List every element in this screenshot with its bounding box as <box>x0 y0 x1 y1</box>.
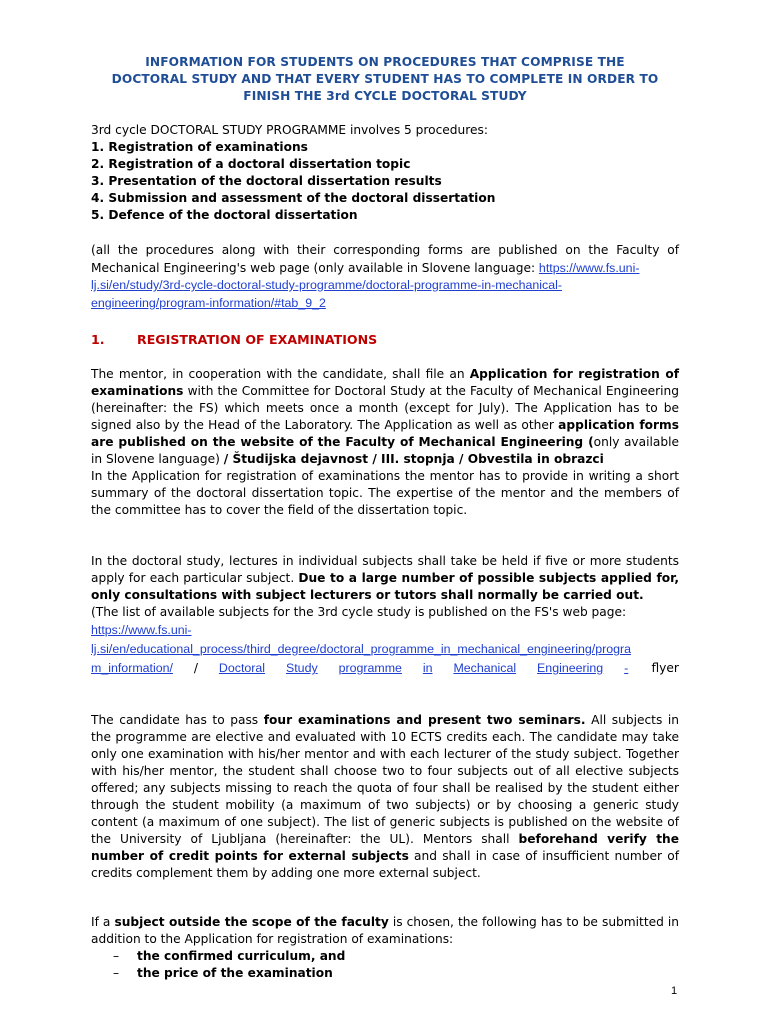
flyer-link[interactable]: Doctoral <box>218 661 266 675</box>
paragraph-application <box>91 366 679 519</box>
flyer-link[interactable]: programme <box>338 661 402 675</box>
paragraph-bold: subject outside the scope of the faculty <box>114 915 389 929</box>
paragraph-bold: four examinations and present two seminars. <box>263 713 586 727</box>
paragraph-bold: Application for registration of examinations <box>91 367 680 398</box>
paragraph-lectures <box>91 553 679 678</box>
paragraph-external-subject <box>91 914 679 948</box>
subjects-link[interactable]: https://www.fs.uni- <box>91 623 192 637</box>
note-text: (all the procedures along with their corresponding forms are published on the Faculty of Mechanical Engineering's web page (only available in Slovene language: <box>91 243 679 275</box>
list-item <box>113 948 345 965</box>
paragraph-text: with the Committee for Doctoral Study at the Faculty of Mechanical Engineering (hereinafter: the FS) which meets once a month (except for July). The Application has to be signed also by the Head of the Laboratory. The Application as well as other <box>91 384 679 432</box>
flyer-link[interactable]: Engineering <box>537 661 604 675</box>
paragraph-bold: beforehand verify the number of credit points for external subjects <box>91 832 679 863</box>
title-line: INFORMATION FOR STUDENTS ON PROCEDURES THAT COMPRISE THE <box>145 55 625 69</box>
paragraph-text: If a <box>91 915 115 929</box>
procedure-item: 3. Presentation of the doctoral dissertation results <box>91 174 442 188</box>
subjects-link-row <box>91 659 679 678</box>
section-number: 1. <box>91 332 105 347</box>
procedure-item: 5. Defence of the doctoral dissertation <box>91 208 358 222</box>
paragraph-text: The mentor, in cooperation with the candidate, shall file an <box>91 367 470 381</box>
paragraph-examinations <box>91 712 679 882</box>
list-item-text: the confirmed curriculum, and <box>137 949 346 963</box>
paragraph-text: In the Application for registration of examinations the mentor has to provide in writing a short summary of the doctoral dissertation topic. The expertise of the mentor and the members of the committee has to cover the field of the dissertation topic. <box>91 469 679 517</box>
forms-link[interactable]: https://www.fs.uni- <box>538 260 640 275</box>
subjects-link[interactable]: m_information/ <box>91 661 173 675</box>
paragraph-text: The candidate has to pass <box>91 713 264 727</box>
separator: / <box>193 661 198 675</box>
section-title: REGISTRATION OF EXAMINATIONS <box>137 332 378 347</box>
page-number: 1 <box>671 985 678 997</box>
list-item-text: the price of the examination <box>137 966 333 980</box>
list-item <box>113 965 333 982</box>
intro-lead: 3rd cycle DOCTORAL STUDY PROGRAMME involves 5 procedures: <box>91 123 488 137</box>
flyer-label <box>624 659 679 678</box>
procedure-item: 2. Registration of a doctoral dissertation topic <box>91 157 411 171</box>
bullet-dash: – <box>113 949 120 963</box>
procedure-item: 1. Registration of examinations <box>91 140 308 154</box>
title-line: DOCTORAL STUDY AND THAT EVERY STUDENT HAS TO COMPLETE IN ORDER TO <box>111 72 659 86</box>
paragraph-bold: / Študijska dejavnost / III. stopnja / Obvestila in obrazci <box>223 452 604 466</box>
procedure-item: 4. Submission and assessment of the doctoral dissertation <box>91 191 496 205</box>
forms-link[interactable]: engineering/program-information/#tab_9_2 <box>91 295 326 310</box>
document-title <box>80 54 690 105</box>
paragraph-bold: Due to a large number of possible subjects applied for, only consultations with subject lecturers or tutors shall normally be carried out. <box>91 571 679 602</box>
title-line: FINISH THE 3rd CYCLE DOCTORAL STUDY <box>243 89 527 103</box>
paragraph-bold: application forms are published on the website of the Faculty of Mechanical Engineering ( <box>91 418 679 449</box>
paragraph-text: All subjects in the programme are elective and evaluated with 10 ECTS credits each. The candidate may take only one examination with his/her mentor and with each lecturer of the study subject. Together with his/her mentor, the student shall choose two to four subjects out of all elective subjects offered; any subjects missing to reach the quota of four shall be realised by the student either through the student mobility (a maximum of two subjects) or by choosing a generic study content (a maximum of one subject). The list of generic subjects is published on the website of the University of Ljubljana (hereinafter: the UL). Mentors shall <box>91 713 679 846</box>
flyer-link[interactable]: Study <box>285 661 318 675</box>
paragraph-text: In the doctoral study, lectures in individual subjects shall take be held if five or more students apply for each particular subject. <box>91 554 679 585</box>
paragraph-text: and shall in case of insufficient number of credits complement them by adding one more external subject. <box>91 849 679 880</box>
flyer-link[interactable]: - <box>624 661 629 675</box>
paragraph-text: is chosen, the following has to be submitted in addition to the Application for registration of examinations: <box>91 915 679 946</box>
subjects-links <box>91 621 679 678</box>
section-heading <box>91 332 377 347</box>
forms-link[interactable]: lj.si/en/study/3rd-cycle-doctoral-study-programme/doctoral-programme-in-mechanical- <box>91 278 563 292</box>
bullet-dash: – <box>113 966 120 980</box>
intro-block <box>91 122 679 224</box>
subjects-link[interactable]: lj.si/en/educational_process/third_degree/doctoral_programme_in_mechanical_engineering/progra <box>91 642 632 656</box>
forms-note <box>91 242 679 312</box>
paragraph-text: (The list of available subjects for the 3rd cycle study is published on the FS's web page: <box>91 605 627 619</box>
paragraph-text: only available in Slovene language) <box>91 435 679 466</box>
flyer-text: flyer <box>651 661 679 675</box>
flyer-link[interactable]: in <box>422 661 433 675</box>
flyer-link[interactable]: Mechanical <box>453 661 517 675</box>
